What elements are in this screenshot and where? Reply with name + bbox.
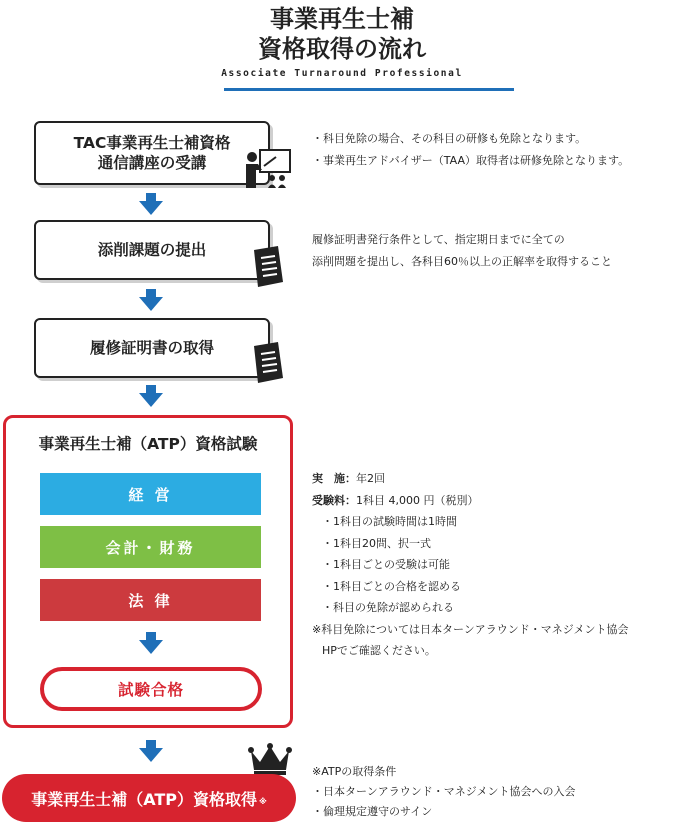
final-mark: ※ (259, 796, 267, 806)
subject-law: 法 律 (40, 579, 261, 621)
exam-info-bullet: ・1科目ごとの受験は可能 (322, 558, 450, 571)
step-assignment (34, 220, 270, 280)
step-course-line2: 通信講座の受講 (97, 154, 207, 172)
subject-management: 経 営 (40, 473, 261, 515)
exam-footnote-line2: HPでご確認ください。 (322, 644, 436, 657)
final-badge (2, 774, 296, 822)
note-line: ・科目免除の場合、その科目の研修も免除となります。 (312, 132, 587, 145)
down-arrow-icon (139, 740, 163, 762)
step-course-notes (312, 128, 629, 172)
page-title-line1: 事業再生士補 (270, 5, 414, 33)
exam-info-bullet: ・1科目ごとの合格を認める (322, 579, 461, 593)
step-assignment-label: 添削課題の提出 (97, 241, 207, 259)
step-certificate (34, 318, 270, 378)
exam-info-bullet: ・1科目の試験時間は1時間 (322, 515, 457, 528)
fee-label: 受験料： (312, 493, 356, 507)
title-rule (224, 88, 514, 91)
page-subtitle: Associate Turnaround Professional (221, 68, 463, 79)
page-title-line2: 資格取得の流れ (258, 35, 426, 63)
step-course (34, 121, 270, 185)
presenter-icon (244, 148, 292, 190)
fee-value: 1科目 4,000 円（税別） (356, 493, 479, 507)
exam-info-bullet: ・1科目20問、択一式 (322, 536, 431, 550)
final-conditions (312, 762, 575, 822)
exam-pass-badge: 試験合格 (40, 667, 262, 711)
exam-info (312, 468, 628, 662)
condition-line: ・日本ターンアラウンド・マネジメント協会への入会 (312, 785, 576, 798)
down-arrow-icon (139, 193, 163, 215)
exam-footnote-line1: ※科目免除については日本ターンアラウンド・マネジメント協会 (312, 622, 629, 636)
exam-title: 事業再生士補（ATP）資格試験 (38, 435, 258, 453)
exam-info-bullet: ・科目の免除が認められる (322, 601, 454, 614)
down-arrow-icon (139, 632, 163, 654)
step-certificate-label: 履修証明書の取得 (89, 339, 214, 357)
frequency-value: 年2回 (356, 472, 385, 485)
step-assignment-notes (312, 229, 612, 273)
note-line: 添削問題を提出し、各科目60％以上の正解率を取得すること (312, 255, 612, 268)
document-icon (250, 246, 286, 288)
note-line: ・事業再生アドバイザー（TAA）取得者は研修免除となります。 (312, 154, 630, 167)
down-arrow-icon (139, 289, 163, 311)
final-label: 事業再生士補（ATP）資格取得 (31, 789, 257, 809)
down-arrow-icon (139, 385, 163, 407)
step-course-line1: TAC事業再生士補資格 (73, 134, 231, 152)
condition-line: ・倫理規定遵守のサイン (312, 805, 433, 818)
condition-line: ※ATPの取得条件 (312, 765, 397, 778)
document-icon (250, 342, 286, 384)
subject-accounting: 会計・財務 (40, 526, 261, 568)
frequency-label: 実 施： (312, 472, 356, 485)
crown-icon (248, 742, 292, 776)
note-line: 履修証明書発行条件として、指定期日までに全ての (312, 233, 565, 246)
